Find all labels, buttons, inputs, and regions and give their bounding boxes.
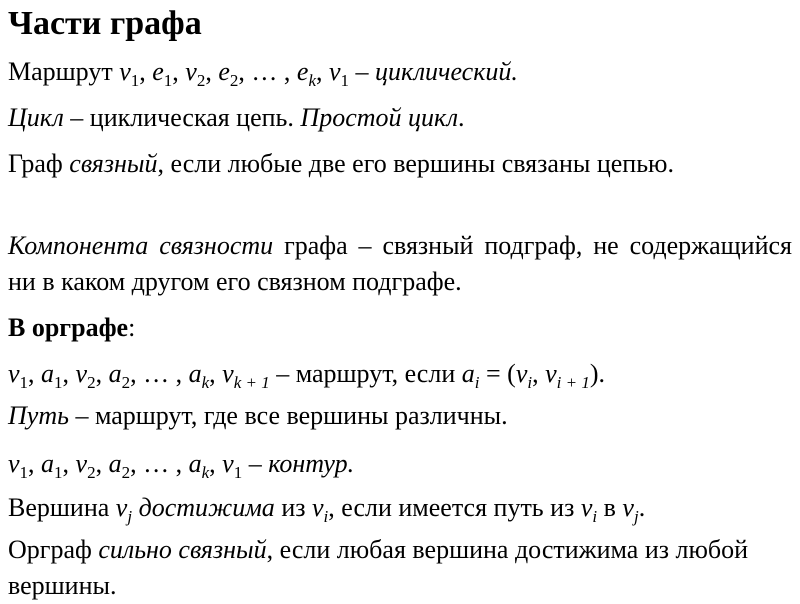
var-a: a — [108, 359, 122, 388]
text-fragment: , если любые две его вершины связаны цепью. — [157, 149, 674, 178]
text-fragment: Маршрут — [8, 57, 120, 86]
var-a: a — [188, 359, 202, 388]
text-fragment: , — [209, 449, 223, 478]
text-fragment: : — [128, 313, 136, 342]
subscript: j — [633, 507, 639, 526]
term-reachable: достижима — [132, 493, 275, 522]
text-fragment: , — [205, 57, 219, 86]
subscript: i — [474, 373, 480, 392]
text-fragment: , … , — [238, 57, 297, 86]
paragraph-digraph-heading — [8, 310, 792, 346]
text-fragment: – маршрут, где все вершины различны. — [68, 401, 508, 430]
term-connected-component: Компонента связности — [8, 231, 274, 260]
text-fragment: , — [62, 449, 76, 478]
paragraph-connected-graph — [8, 146, 792, 182]
var-v: v — [8, 449, 20, 478]
text-fragment: , — [95, 359, 109, 388]
subscript: 2 — [87, 373, 96, 392]
page-title: Части графа — [8, 5, 202, 42]
text-fragment: , — [209, 359, 223, 388]
text-fragment: графа – связный подграф, не содержащийся ни в каком другом его связном подграфе. — [8, 231, 792, 296]
subscript: k — [201, 373, 210, 392]
subscript: 2 — [121, 373, 131, 392]
term-cycle: Цикл — [8, 103, 64, 132]
text-fragment: Граф — [8, 149, 70, 178]
subscript: k + 1 — [233, 373, 270, 392]
text-fragment: – циклический. — [349, 57, 518, 86]
text-fragment: , — [28, 359, 42, 388]
term-strongly-connected: сильно связный — [98, 535, 267, 564]
var-a: a — [188, 449, 202, 478]
text-fragment: , если имеется путь из — [328, 493, 581, 522]
subscript: 2 — [229, 71, 239, 90]
text-fragment: , если любая вершина достижима из любой вершины. — [8, 535, 749, 600]
subscript: 1 — [54, 373, 63, 392]
var-v: v — [185, 57, 197, 86]
subscript: 1 — [54, 463, 63, 482]
var-e: e — [296, 57, 309, 86]
text-fragment: , — [532, 359, 546, 388]
term-contour: – контур. — [242, 449, 355, 478]
var-a: a — [41, 449, 55, 478]
var-e: e — [218, 57, 230, 86]
var-v: v — [222, 359, 234, 388]
text-fragment: , … , — [130, 359, 189, 388]
var-v: v — [119, 57, 131, 86]
text-fragment: Орграф — [8, 535, 99, 564]
var-v: v — [545, 359, 557, 388]
subscript: k — [201, 463, 210, 482]
var-v: v — [75, 359, 88, 388]
subscript: i + 1 — [556, 373, 590, 392]
paragraph-contour — [8, 446, 792, 482]
term-digraph: В орграфе — [8, 313, 129, 342]
text-fragment: , — [95, 449, 109, 478]
var-v: v — [580, 493, 593, 522]
text-fragment: , — [315, 57, 329, 86]
subscript: 1 — [340, 71, 350, 90]
term-connected: связный — [69, 149, 158, 178]
subscript: 1 — [233, 463, 243, 482]
paragraph-strongly-connected — [8, 532, 778, 604]
subscript: 1 — [130, 71, 140, 90]
var-v: v — [75, 449, 88, 478]
var-a: a — [108, 449, 122, 478]
subscript: 1 — [19, 373, 29, 392]
paragraph-digraph-route — [8, 356, 792, 392]
subscript: 2 — [121, 463, 131, 482]
text-fragment: Вершина — [8, 493, 116, 522]
text-fragment: . — [458, 103, 465, 132]
text-fragment: из — [274, 493, 312, 522]
var-e: e — [152, 57, 164, 86]
subscript: i — [592, 507, 598, 526]
text-fragment: = ( — [479, 359, 516, 388]
text-fragment: , — [62, 359, 76, 388]
subscript: j — [127, 507, 133, 526]
text-fragment: . — [638, 493, 646, 522]
text-fragment: , — [139, 57, 153, 86]
subscript: i — [323, 507, 329, 526]
text-fragment: ). — [589, 359, 606, 388]
subscript: i — [527, 373, 533, 392]
text-fragment: в — [597, 493, 623, 522]
paragraph-cycle — [8, 100, 792, 136]
term-path: Путь — [8, 401, 69, 430]
paragraph-path — [8, 398, 792, 434]
var-v: v — [312, 493, 324, 522]
text-fragment: – маршрут, если — [269, 359, 462, 388]
text-fragment: , — [172, 57, 186, 86]
subscript: 2 — [196, 71, 206, 90]
var-v: v — [222, 449, 234, 478]
paragraph-reachable — [8, 490, 792, 526]
text-fragment: – циклическая цепь. — [63, 103, 301, 132]
var-a: a — [461, 359, 475, 388]
subscript: k — [308, 71, 316, 90]
var-v: v — [622, 493, 634, 522]
subscript: 2 — [87, 463, 96, 482]
paragraph-cyclic-route — [8, 54, 792, 90]
var-a: a — [41, 359, 55, 388]
paragraph-connected-component — [8, 228, 792, 300]
var-v: v — [115, 493, 128, 522]
var-v: v — [515, 359, 528, 388]
var-v: v — [8, 359, 20, 388]
subscript: 1 — [19, 463, 29, 482]
subscript: 1 — [163, 71, 173, 90]
text-fragment: , — [28, 449, 42, 478]
term-simple-cycle: Простой цикл — [300, 103, 459, 132]
var-v: v — [328, 57, 341, 86]
text-fragment: , … , — [130, 449, 189, 478]
